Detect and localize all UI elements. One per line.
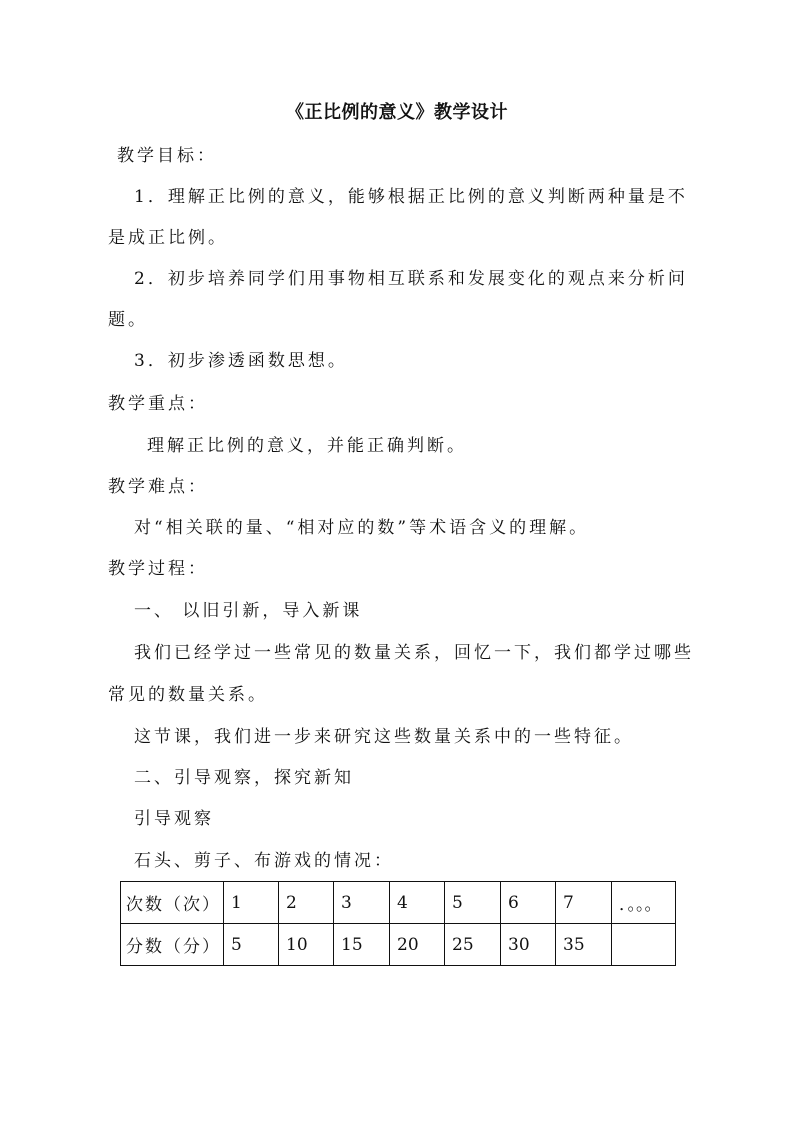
- table-cell: 4: [390, 882, 445, 924]
- table-cell: 1: [224, 882, 279, 924]
- table-cell: ．。。。: [612, 882, 676, 924]
- objective-2-line1: 2．初步培养同学们用事物相互联系和发展变化的观点来分析问: [134, 269, 688, 289]
- objectives-heading: 教学目标：: [117, 146, 217, 166]
- table-cell: 3: [334, 882, 390, 924]
- table-cell: 5: [224, 924, 279, 966]
- process-heading: 教学过程：: [108, 559, 208, 579]
- table-cell: 10: [279, 924, 334, 966]
- section-1-title: 一、 以旧引新，导入新课: [134, 601, 363, 621]
- objective-3: 3．初步渗透函数思想。: [134, 351, 348, 371]
- difficulty-heading: 教学难点：: [108, 477, 208, 497]
- table-cell: 15: [334, 924, 390, 966]
- table-cell: 30: [501, 924, 556, 966]
- table-cell: [612, 924, 676, 966]
- table-caption: 石头、剪子、布游戏的情况：: [134, 851, 394, 871]
- table-header-times: 次数（次）: [121, 882, 224, 924]
- table-cell: 25: [445, 924, 501, 966]
- objective-1-line1: 1．理解正比例的意义，能够根据正比例的意义判断两种量是不: [134, 187, 688, 207]
- key-point-heading: 教学重点：: [108, 394, 208, 414]
- table-row-score: [121, 924, 676, 966]
- table-cell: 2: [279, 882, 334, 924]
- table-header-score: 分数（分）: [121, 924, 224, 966]
- key-point-text: 理解正比例的意义，并能正确判断。: [147, 436, 467, 456]
- table-cell: 5: [445, 882, 501, 924]
- objective-2-line2: 题。: [108, 310, 148, 330]
- document-title: 《正比例的意义》教学设计: [286, 102, 508, 123]
- section-2-title: 二、引导观察，探究新知: [134, 768, 354, 788]
- table-cell: 20: [390, 924, 445, 966]
- table-row-times: [121, 882, 676, 924]
- table-cell: 6: [501, 882, 556, 924]
- difficulty-text: 对“相关联的量、“相对应的数”等术语含义的理解。: [134, 518, 590, 538]
- section-1-para-line2: 常见的数量关系。: [108, 685, 268, 705]
- table-cell: 35: [556, 924, 612, 966]
- objective-1-line2: 是成正比例。: [108, 228, 228, 248]
- section-1-para-line1: 我们已经学过一些常见的数量关系，回忆一下，我们都学过哪些: [134, 643, 694, 663]
- section-1-para2: 这节课，我们进一步来研究这些数量关系中的一些特征。: [134, 727, 634, 747]
- game-results-table: [120, 881, 676, 966]
- section-2-subheading: 引导观察: [134, 809, 214, 829]
- table-cell: 7: [556, 882, 612, 924]
